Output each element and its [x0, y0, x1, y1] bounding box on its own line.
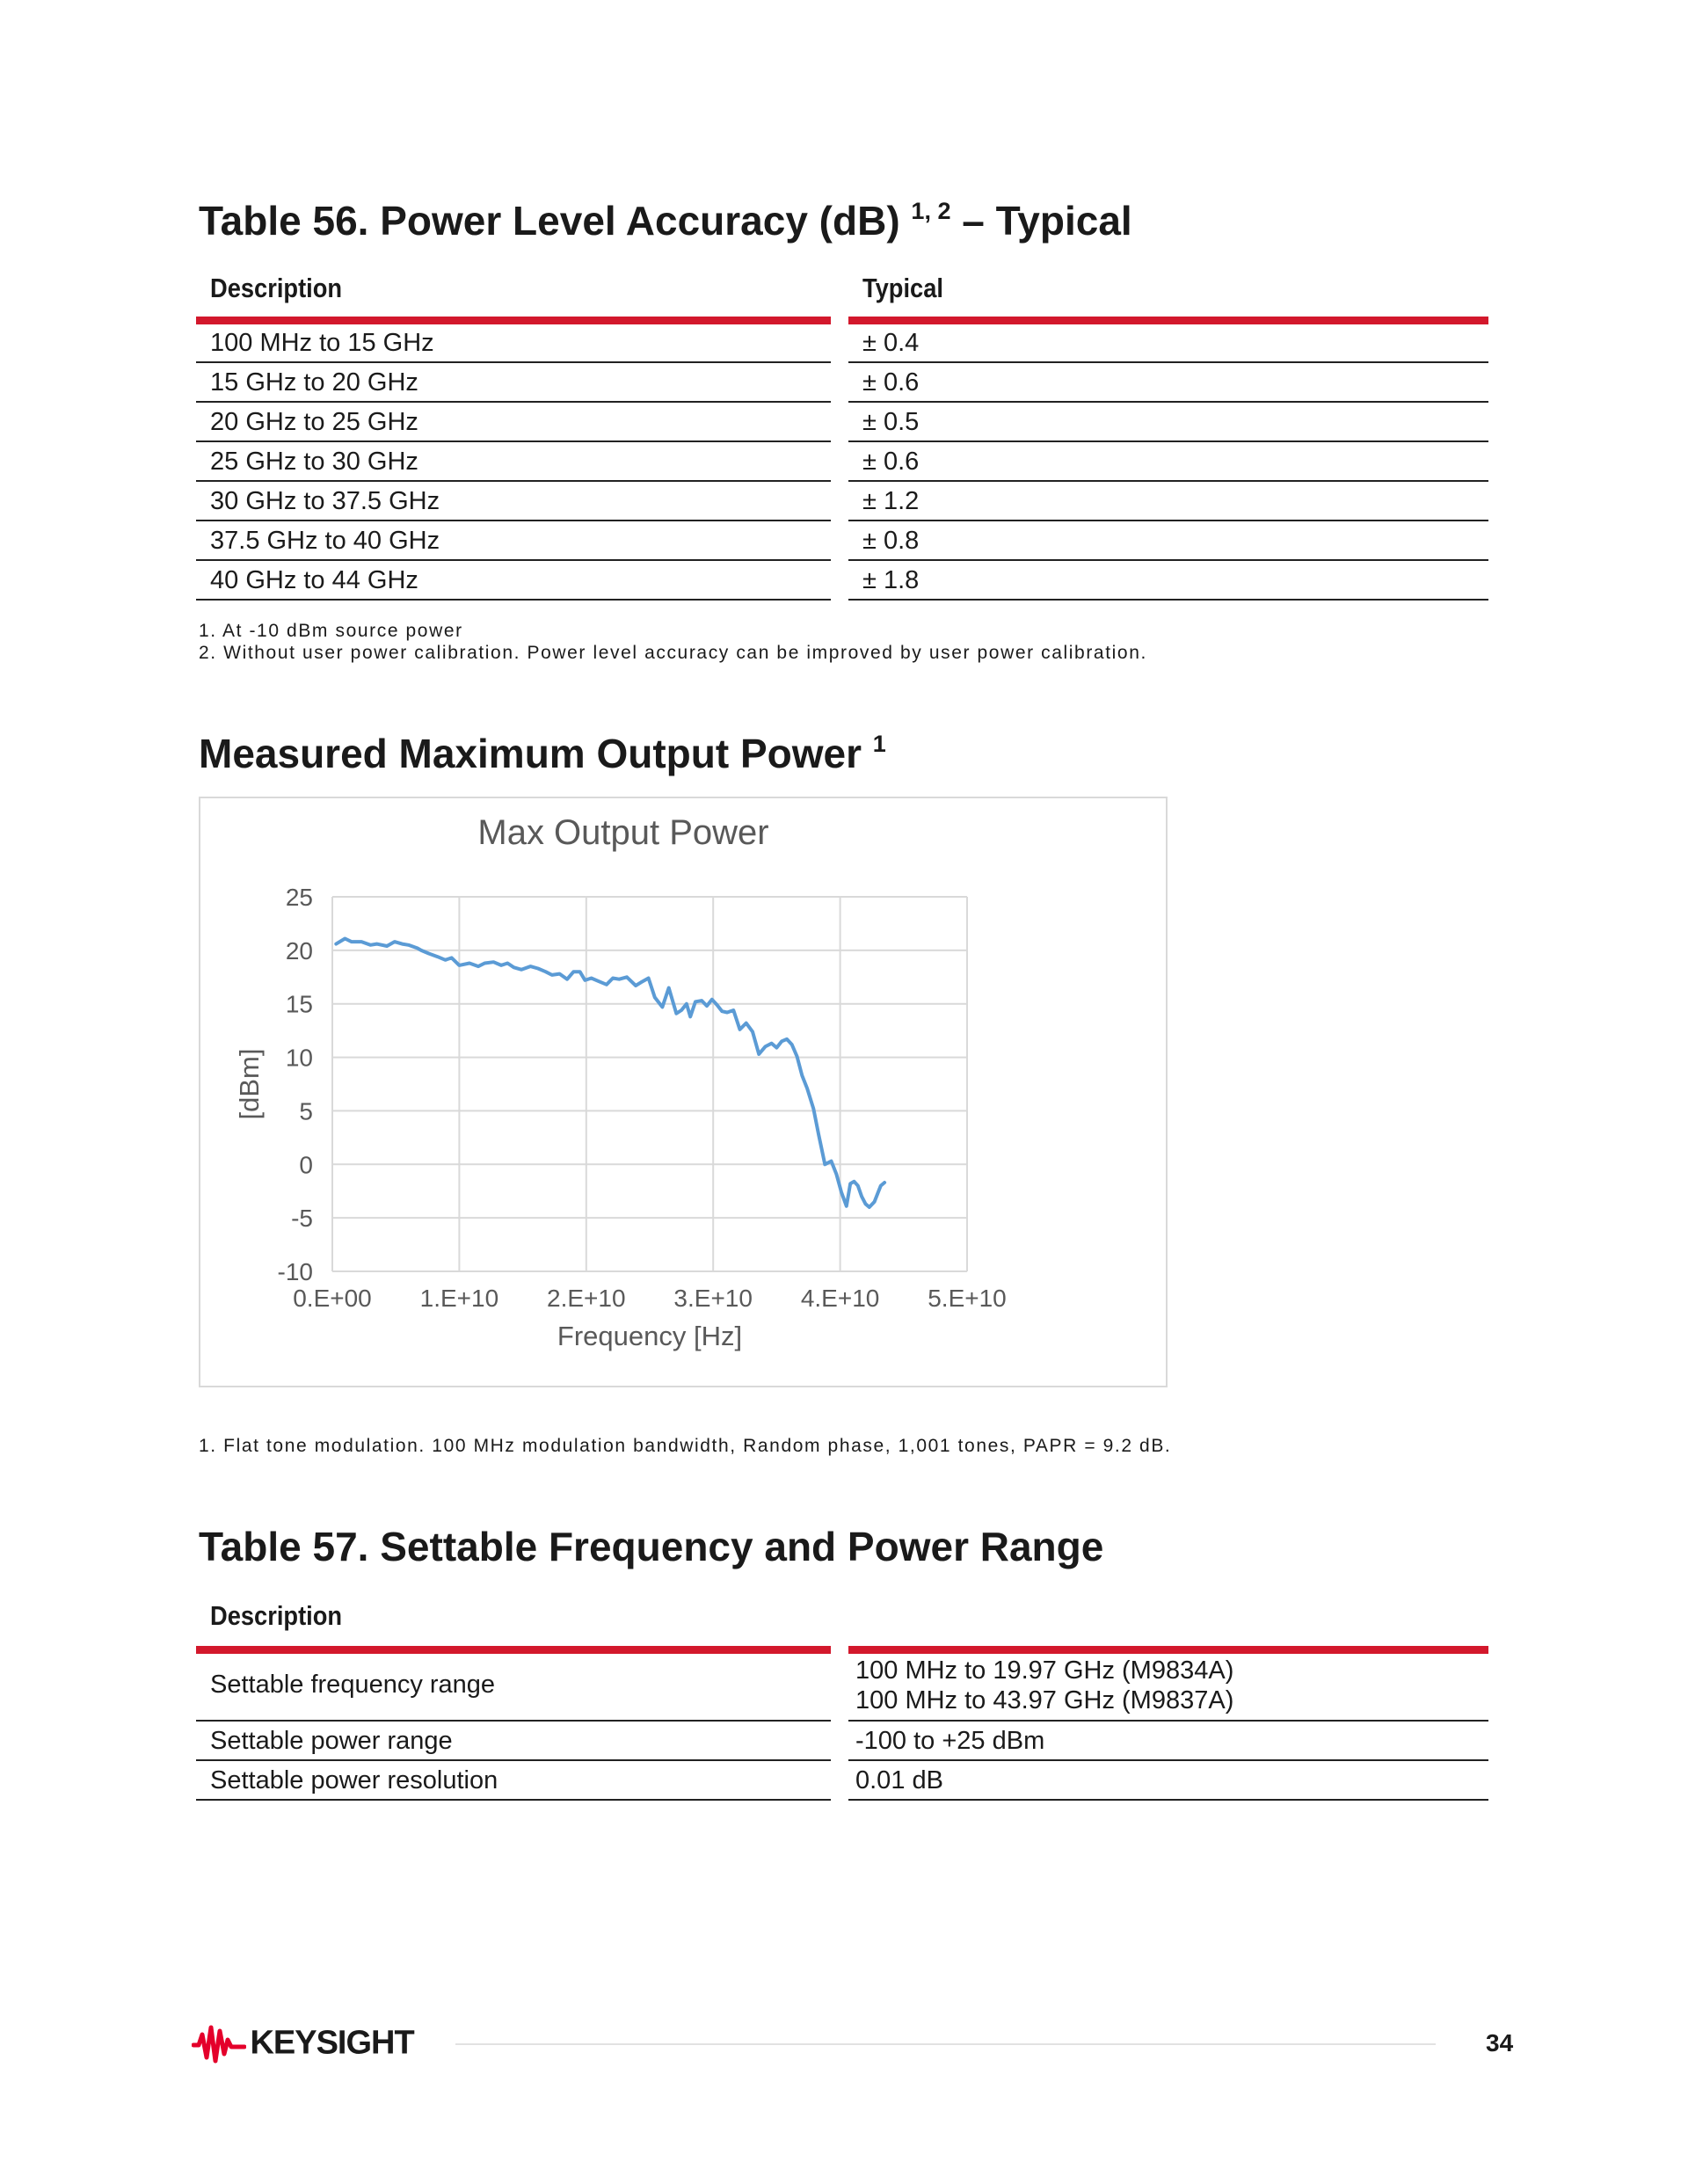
table56-title: Table 56. Power Level Accuracy (dB) $^{1, 2}$ – Typical — [199, 197, 1132, 244]
chart-frame — [199, 797, 1168, 1387]
chart-y-axis-label: [dBm] — [234, 1048, 265, 1120]
table-row: -100 to +25 dBm — [848, 1722, 1488, 1761]
y-tick-label: 20 — [285, 936, 313, 965]
table57 — [196, 1595, 1488, 1806]
table-row: 30 GHz to 37.5 GHz — [196, 483, 831, 521]
table-row: Settable power range — [196, 1722, 831, 1761]
keysight-wordmark: KEYSIGHT — [250, 2024, 414, 2062]
max-output-power-chart — [200, 798, 1166, 1386]
table-row: 15 GHz to 20 GHz — [196, 364, 831, 403]
table57-header-description: Description — [210, 1600, 343, 1631]
series-line-max-output-power — [336, 939, 884, 1208]
y-tick-label: 0 — [299, 1151, 313, 1179]
page-number: 34 — [1486, 2029, 1514, 2057]
x-tick-label: 3.E+10 — [673, 1285, 753, 1312]
chart-x-axis-label: Frequency [Hz] — [557, 1321, 743, 1351]
table56-header-rule-left — [196, 317, 831, 324]
table-row: ± 0.4 — [848, 324, 1488, 363]
table-row: Settable power resolution — [196, 1762, 831, 1801]
measured-footnote-1: 1. Flat tone modulation. 100 MHz modulation bandwidth, Random phase, 1,001 tones, PAPR = 9.2 dB. — [199, 1436, 1172, 1456]
table56-footnote-1: 1. At -10 dBm source power — [199, 621, 463, 641]
table-row: 0.01 dB — [848, 1762, 1488, 1801]
table-row: 25 GHz to 30 GHz — [196, 443, 831, 482]
y-tick-label: 5 — [299, 1097, 313, 1125]
section-measured-footnote-ref: 1 — [872, 730, 886, 757]
x-tick-label: 0.E+00 — [293, 1285, 372, 1312]
table56-header-typical: Typical — [862, 273, 943, 303]
table-row: ± 1.8 — [848, 562, 1488, 601]
x-tick-label: 1.E+10 — [419, 1285, 499, 1312]
x-tick-label: 4.E+10 — [800, 1285, 880, 1312]
x-tick-label: 2.E+10 — [547, 1285, 626, 1312]
table56-header-description: Description — [210, 273, 343, 303]
table56-header-rule-right — [848, 317, 1488, 324]
table-row: ± 0.6 — [848, 364, 1488, 403]
table-row: 40 GHz to 44 GHz — [196, 562, 831, 601]
y-tick-label: -10 — [277, 1258, 313, 1285]
table-row: ± 1.2 — [848, 483, 1488, 521]
keysight-wave-icon — [192, 2022, 246, 2064]
y-tick-label: 25 — [285, 884, 313, 911]
y-tick-label: 10 — [285, 1044, 313, 1072]
keysight-logo — [192, 2022, 414, 2064]
table-row: 100 MHz to 15 GHz — [196, 324, 831, 363]
table56-footnote-2: 2. Without user power calibration. Power level accuracy can be improved by user power calibration. — [199, 643, 1147, 663]
table56 — [196, 267, 1488, 601]
x-tick-label: 5.E+10 — [928, 1285, 1007, 1312]
y-tick-label: -5 — [291, 1205, 313, 1233]
table-row: 20 GHz to 25 GHz — [196, 404, 831, 442]
table-row: ± 0.6 — [848, 443, 1488, 482]
footer-divider — [455, 2043, 1436, 2045]
table57-header-rule-right — [848, 1646, 1488, 1654]
section-measured-title: Measured Maximum Output Power $^1$ — [199, 730, 886, 776]
table57-header-rule-left — [196, 1646, 831, 1654]
table-row: ± 0.5 — [848, 404, 1488, 442]
table-row: Settable frequency range — [196, 1654, 831, 1722]
table57-title: Table 57. Settable Frequency and Power Range — [199, 1524, 1104, 1569]
table-row: ± 0.8 — [848, 522, 1488, 561]
y-tick-label: 15 — [285, 990, 313, 1018]
table-row: 37.5 GHz to 40 GHz — [196, 522, 831, 561]
chart-title: Max Output Power — [477, 813, 769, 852]
table56-title-footnote-ref: 1, 2 — [911, 197, 951, 224]
table-row: 100 MHz to 19.97 GHz (M9834A) 100 MHz to 43.97 GHz (M9837A) — [848, 1654, 1488, 1722]
